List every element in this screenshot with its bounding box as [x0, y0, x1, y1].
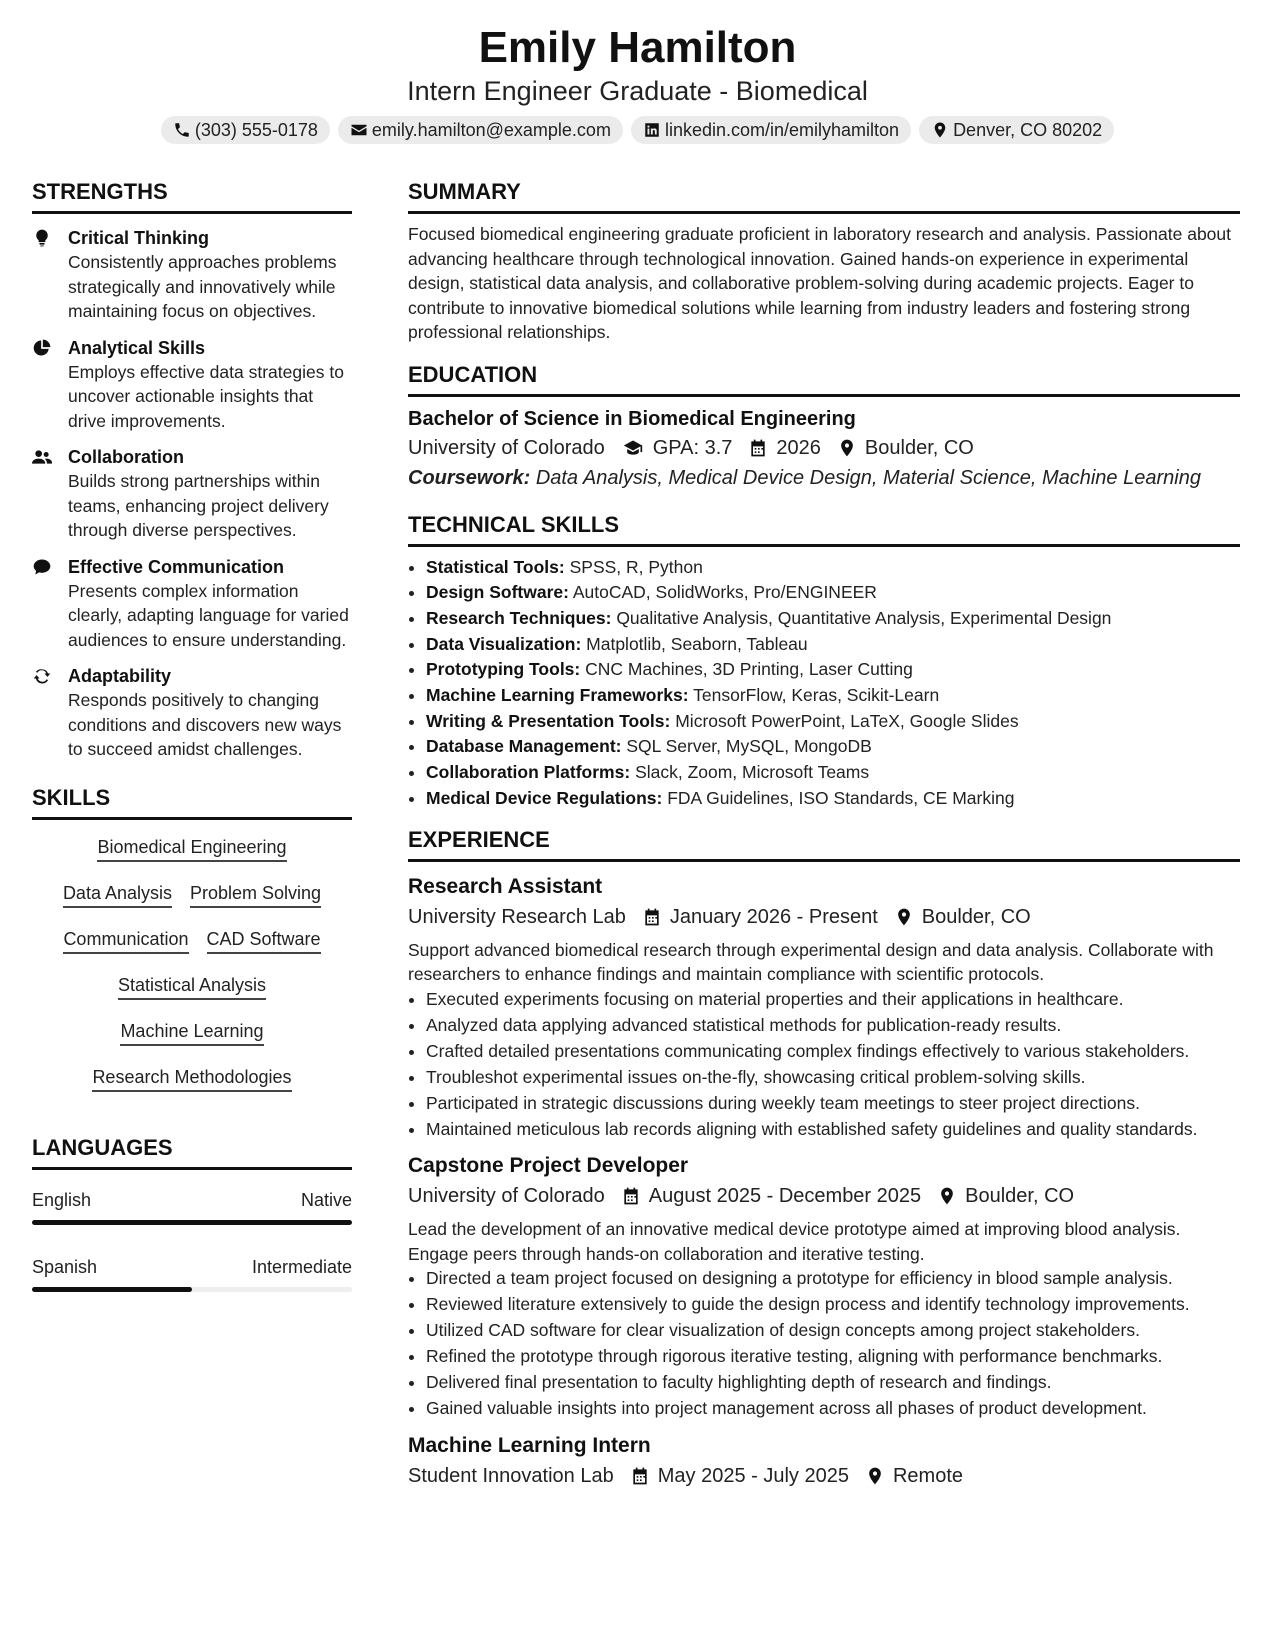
list-item [426, 580, 1240, 606]
strength-title: Effective Communication [68, 556, 285, 577]
job-entry [408, 1151, 1240, 1421]
job-org: University of Colorado [408, 1185, 605, 1208]
job-location: Boulder, CO [965, 1185, 1075, 1208]
left-column [32, 178, 352, 1292]
job-entry [408, 1431, 1240, 1491]
technical-skills-list [408, 555, 1240, 812]
candidate-title: Intern Engineer Graduate - Biomedical [407, 76, 868, 106]
language-name: Spanish [32, 1256, 98, 1277]
list-item: • Gained valuable insights into project management across all phases of product development. [426, 1396, 1240, 1421]
experience-heading: EXPERIENCE [408, 826, 1240, 862]
list-item [426, 657, 1240, 683]
skill-label: Prototyping Tools: [426, 659, 581, 680]
map-pin-icon [894, 907, 914, 927]
strength-desc: Presents complex information clearly, adapting language for varied audiences to ensure understanding. [68, 580, 349, 650]
list-item [426, 632, 1240, 658]
list-item: • Crafted detailed presentations communicating complex findings effectively to various stakeholders. [426, 1039, 1240, 1064]
calendar-icon [621, 1186, 641, 1206]
language-bar [32, 1287, 352, 1292]
list-item [426, 709, 1240, 735]
gpa-text: GPA: 3.7 [652, 436, 733, 459]
skill-value: AutoCAD, SolidWorks, Pro/ENGINEER [572, 582, 877, 603]
strengths-heading: STRENGTHS [32, 178, 352, 214]
job-dates: May 2025 - July 2025 [657, 1464, 849, 1487]
job-title: Capstone Project Developer [408, 1154, 689, 1178]
list-item: • Analyzed data applying advanced statistical methods for publication-ready results. [426, 1013, 1240, 1038]
job-location: Remote [892, 1464, 963, 1487]
job-dates: January 2026 - Present [669, 905, 878, 928]
coursework-list: Data Analysis, Medical Device Design, Material Science, Machine Learning [535, 466, 1201, 489]
users-icon [32, 447, 52, 467]
list-item: • Executed experiments focusing on material properties and their applications in healthcare. [426, 987, 1240, 1012]
graduation-cap-icon [621, 438, 645, 458]
map-pin-icon [931, 121, 949, 139]
strength-item [32, 445, 352, 543]
skill-value: Slack, Zoom, Microsoft Teams [635, 762, 870, 783]
strength-desc: Builds strong partnerships within teams, enhancing project delivery through diverse perspectives. [68, 471, 329, 540]
list-item: • Maintained meticulous lab records aligning with established safety guidelines and quality standards. [426, 1117, 1240, 1142]
skill-tag: Problem Solving [190, 882, 321, 908]
coursework-label: Coursework: [408, 466, 531, 489]
skill-value: Qualitative Analysis, Quantitative Analysis, Experimental Design [616, 607, 1112, 628]
map-pin-icon [865, 1466, 885, 1486]
linkedin-pill[interactable] [631, 116, 911, 144]
skill-value: FDA Guidelines, ISO Standards, CE Marking [667, 787, 1015, 808]
job-bullets [408, 987, 1240, 1142]
skill-label: Research Techniques: [426, 607, 612, 628]
skill-label: Machine Learning Frameworks: [426, 685, 689, 706]
skill-tag: CAD Software [207, 928, 321, 954]
strength-item [32, 336, 352, 434]
list-item [426, 555, 1240, 581]
strength-desc: Employs effective data strategies to uncover actionable insights that drive improvements. [68, 361, 344, 431]
language-item [32, 1255, 352, 1292]
summary-heading: SUMMARY [408, 178, 1240, 214]
skills-list [32, 836, 352, 1092]
candidate-name: Emily Hamilton [478, 23, 797, 72]
skill-value: CNC Machines, 3D Printing, Laser Cutting [585, 659, 913, 680]
skills-section [32, 784, 352, 1092]
comment-icon [32, 557, 52, 577]
skill-tag: Research Methodologies [92, 1066, 291, 1092]
phone-text: (303) 555-0178 [194, 119, 318, 140]
degree-title: Bachelor of Science in Biomedical Engineering [408, 407, 856, 430]
skill-value: Matplotlib, Seaborn, Tableau [586, 633, 808, 654]
job-org: Student Innovation Lab [408, 1464, 614, 1487]
strength-item [32, 555, 352, 653]
languages-heading: LANGUAGES [32, 1134, 352, 1170]
phone-icon [173, 121, 191, 139]
list-item: • Reviewed literature extensively to guide the design process and identify technology improvements. [426, 1292, 1240, 1317]
skill-label: Design Software: [426, 582, 569, 603]
skill-tag: Communication [63, 928, 188, 954]
list-item [426, 734, 1240, 760]
education-meta [408, 433, 1240, 463]
linkedin-icon [643, 121, 661, 139]
list-item [426, 786, 1240, 812]
list-item: • Directed a team project focused on designing a prototype for efficiency in blood sample analysis. [426, 1266, 1240, 1291]
list-item: • Delivered final presentation to faculty highlighting depth of research and findings. [426, 1370, 1240, 1395]
skill-label: Medical Device Regulations: [426, 787, 663, 808]
language-bar-fill [32, 1220, 352, 1225]
map-pin-icon [837, 438, 857, 458]
calendar-icon [748, 438, 768, 458]
skill-tag: Biomedical Engineering [97, 836, 286, 862]
job-entry [408, 872, 1240, 1142]
location-text: Denver, CO 80202 [953, 119, 1103, 140]
contact-row [0, 116, 1275, 144]
summary-text: Focused biomedical engineering graduate proficient in laboratory research and analysis. Passionate about advancing healthcare through technological innovation. Gained hands-on experience in experimental design, statistical data analysis, and collaborative problem-solving during academic projects. Eager to contribute to innovative biomedical solutions while learning from industry leaders and fostering strong professional relationships. [408, 224, 1232, 342]
job-title: Machine Learning Intern [408, 1433, 651, 1457]
lightbulb-icon [32, 228, 52, 248]
summary-section [408, 178, 1240, 345]
sync-icon [32, 666, 52, 686]
right-column [408, 178, 1240, 1491]
skill-tag: Machine Learning [120, 1020, 263, 1046]
map-pin-icon [937, 1186, 957, 1206]
education-heading: EDUCATION [408, 361, 1240, 397]
education-section [408, 361, 1240, 493]
job-org: University Research Lab [408, 905, 626, 928]
job-title: Research Assistant [408, 874, 603, 898]
language-name: English [32, 1189, 92, 1210]
skill-value: Microsoft PowerPoint, LaTeX, Google Slides [675, 710, 1019, 731]
email-pill[interactable] [338, 116, 623, 144]
email-text: emily.hamilton@example.com [371, 119, 611, 140]
job-bullets [408, 1266, 1240, 1421]
skill-label: Data Visualization: [426, 633, 582, 654]
language-level: Native [300, 1189, 352, 1210]
strength-title: Analytical Skills [68, 337, 206, 358]
skill-value: SQL Server, MySQL, MongoDB [626, 736, 872, 757]
skills-heading: SKILLS [32, 784, 352, 820]
strength-title: Adaptability [68, 666, 172, 686]
strength-title: Critical Thinking [68, 228, 210, 248]
chart-pie-icon [32, 338, 52, 358]
calendar-icon [630, 1466, 650, 1486]
envelope-icon [350, 121, 368, 139]
location-pill [919, 116, 1114, 144]
job-summary: Support advanced biomedical research through experimental design and data analysis. Collaborate with researchers to enhance findings and maintain compliance with scientific protocols. [408, 939, 1214, 985]
language-bar [32, 1220, 352, 1225]
language-bar-fill [32, 1287, 192, 1292]
languages-section [32, 1134, 352, 1292]
skill-label: Collaboration Platforms: [426, 762, 631, 783]
job-meta [408, 1181, 1240, 1211]
job-dates: August 2025 - December 2025 [648, 1185, 922, 1208]
skill-tag: Data Analysis [63, 882, 172, 908]
list-item [426, 760, 1240, 786]
strength-item [32, 226, 352, 324]
grad-year: 2026 [776, 436, 821, 459]
coursework [408, 463, 1240, 493]
job-meta [408, 1461, 1240, 1491]
phone-pill[interactable] [161, 116, 330, 144]
resume-header [0, 22, 1275, 144]
strengths-section [32, 178, 352, 762]
list-item: • Troubleshot experimental issues on-the-fly, showcasing critical problem-solving skills. [426, 1065, 1240, 1090]
technical-skills-section [408, 511, 1240, 812]
list-item: • Utilized CAD software for clear visualization of design concepts among project stakeholders. [426, 1318, 1240, 1343]
list-item: • Refined the prototype through rigorous iterative testing, aligning with performance benchmarks. [426, 1344, 1240, 1369]
list-item [426, 683, 1240, 709]
calendar-icon [642, 907, 662, 927]
skill-label: Database Management: [426, 736, 622, 757]
strength-desc: Consistently approaches problems strategically and innovatively while maintaining focus on objectives. [68, 252, 337, 321]
strength-title: Collaboration [68, 447, 184, 467]
skill-label: Statistical Tools: [426, 556, 565, 577]
list-item [426, 606, 1240, 632]
experience-section [408, 826, 1240, 1491]
language-level: Intermediate [251, 1256, 352, 1277]
list-item: • Participated in strategic discussions during weekly team meetings to steer project directions. [426, 1091, 1240, 1116]
school-name: University of Colorado [408, 436, 605, 459]
school-location: Boulder, CO [864, 436, 974, 459]
language-item [32, 1188, 352, 1225]
strength-desc: Responds positively to changing conditions and discovers new ways to succeed amidst challenges. [68, 690, 342, 759]
skill-value: TensorFlow, Keras, Scikit-Learn [693, 685, 940, 706]
skill-value: SPSS, R, Python [569, 556, 703, 577]
job-summary: Lead the development of an innovative medical device prototype aimed at improving blood analysis. Engage peers through hands-on collaboration and iterative testing. [408, 1219, 1181, 1264]
strength-item [32, 664, 352, 762]
job-location: Boulder, CO [921, 905, 1031, 928]
skill-label: Writing & Presentation Tools: [426, 710, 671, 731]
linkedin-text: linkedin.com/in/emilyhamilton [664, 119, 900, 140]
technical-skills-heading: TECHNICAL SKILLS [408, 511, 1240, 547]
job-meta [408, 902, 1240, 932]
skill-tag: Statistical Analysis [118, 974, 266, 1000]
